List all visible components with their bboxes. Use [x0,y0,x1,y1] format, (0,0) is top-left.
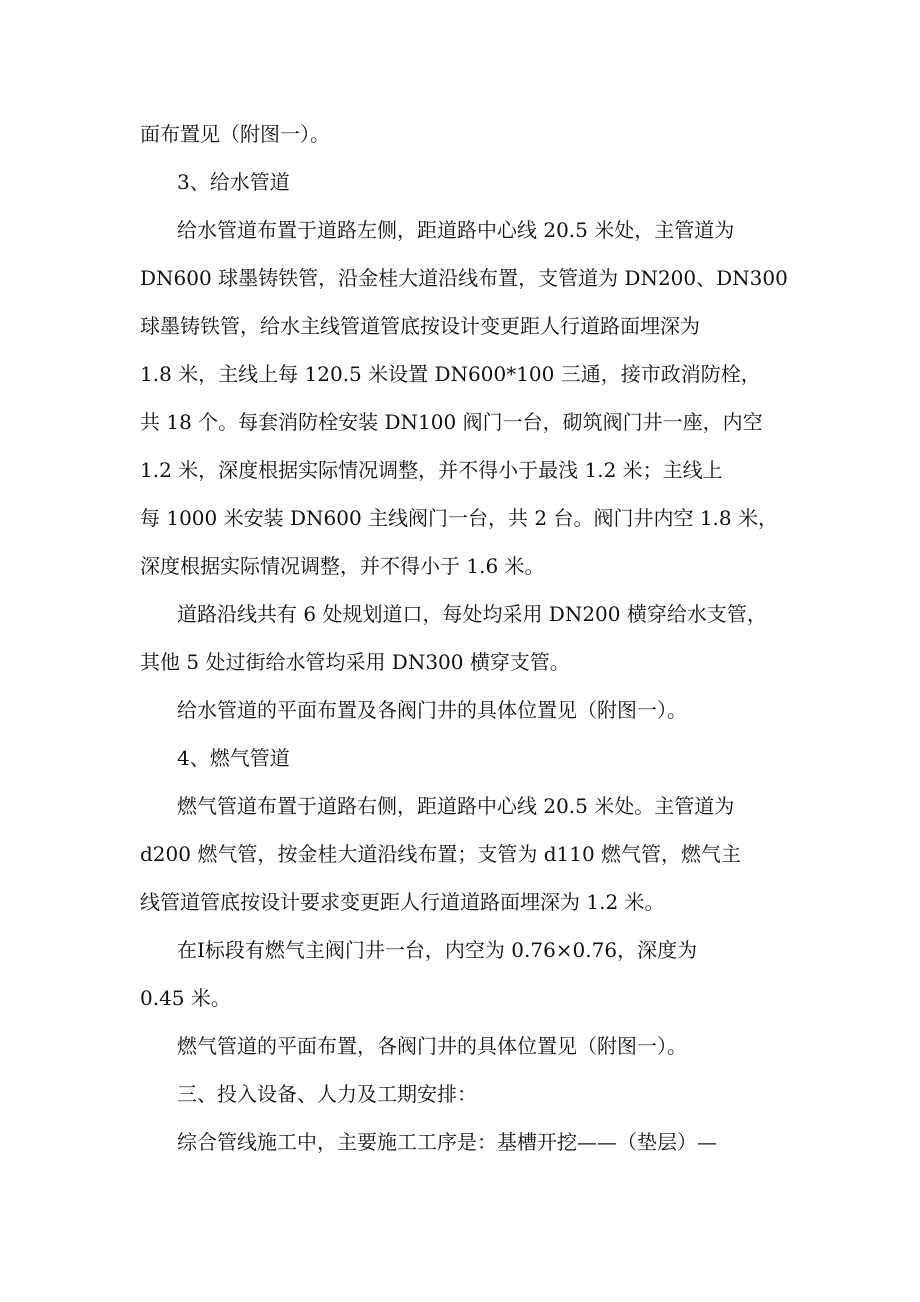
text-line: 燃气管道布置于道路右侧，距道路中心线 20.5 米处。主管道为 [177,794,735,818]
text-line: 给水管道的平面布置及各阀门井的具体位置见（附图一）。 [177,698,687,722]
text-line: 深度根据实际情况调整，并不得小于 1.6 米。 [140,554,545,578]
text-line: d200 燃气管，按金桂大道沿线布置；支管为 d110 燃气管，燃气主 [140,842,742,866]
text-line: 其他 5 处过街给水管均采用 DN300 横穿支管。 [140,650,570,674]
text-line: 1.2 米，深度根据实际情况调整，并不得小于最浅 1.2 米；主线上 [140,458,723,482]
text-line: 每 1000 米安装 DN600 主线阀门一台，共 2 台。阀门井内空 1.8 米， [140,506,778,530]
text-line: 线管道管底按设计要求变更距人行道道路面埋深为 1.2 米。 [140,890,665,914]
text-line: 燃气管道的平面布置，各阀门井的具体位置见（附图一）。 [177,1034,687,1058]
section-heading: 三、投入设备、人力及工期安排： [177,1082,477,1106]
section-heading: 4、燃气管道 [177,746,290,770]
text-line: 综合管线施工中，主要施工工序是：基槽开挖——（垫层）— [177,1130,717,1154]
text-line: 面布置见（附图一）。 [140,122,330,146]
text-line: 球墨铸铁管，给水主线管道管底按设计变更距人行道路面埋深为 [140,314,700,338]
text-line: 道路沿线共有 6 处规划道口，每处均采用 DN200 横穿给水支管， [177,602,767,626]
text-line: 共 18 个。每套消防栓安装 DN100 阀门一台，砌筑阀门井一座，内空 [140,410,763,434]
text-line: DN600 球墨铸铁管，沿金桂大道沿线布置，支管道为 DN200、DN300 [140,266,788,290]
text-line: 在Ⅰ标段有燃气主阀门井一台，内空为 0.76×0.76，深度为 [177,938,698,962]
text-line: 0.45 米。 [140,986,231,1010]
section-heading: 3、给水管道 [177,170,290,194]
text-line: 1.8 米，主线上每 120.5 米设置 DN600*100 三通，接市政消防栓， [140,362,761,386]
text-line: 给水管道布置于道路左侧，距道路中心线 20.5 米处，主管道为 [177,218,735,242]
